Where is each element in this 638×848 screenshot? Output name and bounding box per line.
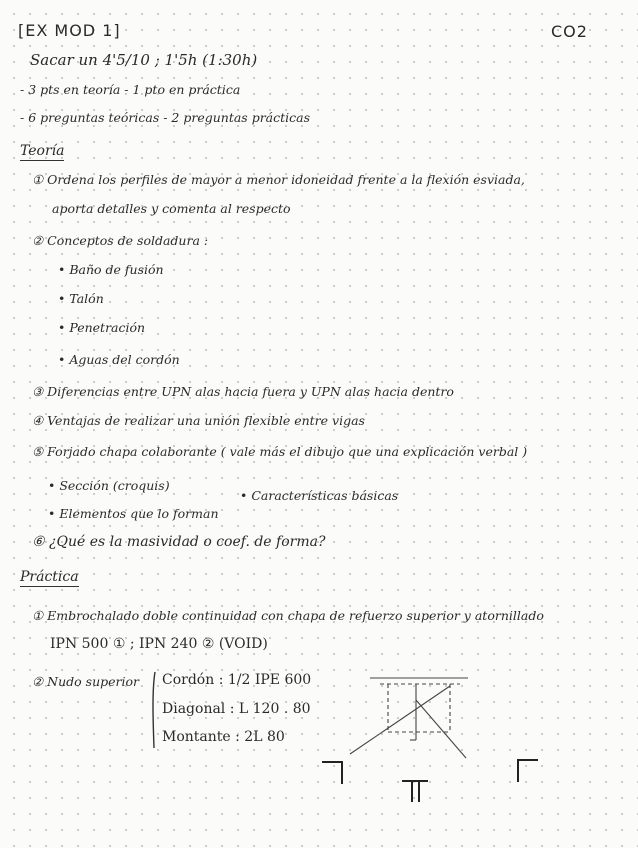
theory-q6: ⑥ ¿Qué es la masividad o coef. de forma? xyxy=(32,534,326,550)
double-angle-profile-icon xyxy=(400,778,430,804)
practice-p2-label: ② Nudo superior xyxy=(32,674,140,689)
practice-p1-line1: ① Embrochalado doble continuidad con chapa de refuerzo superior y atornillado xyxy=(32,608,544,623)
practice-p2-item-3: Montante : 2L 80 xyxy=(162,729,285,745)
theory-q2-item-4: • Aguas del cordón xyxy=(58,352,180,367)
theory-q5-side: • Características básicas xyxy=(240,488,399,503)
points-split: - 3 pts en teoría - 1 pto en práctica xyxy=(20,82,241,97)
theory-q1-line1: ① Ordena los perfiles de mayor a menor idoneidad frente a la flexión esviada, xyxy=(32,172,525,187)
exam-title: [EX MOD 1] xyxy=(18,21,121,40)
theory-q5: ⑤ Forjado chapa colaborante ( vale más el dibujo que una explicación verbal ) xyxy=(32,444,528,459)
practice-p2-item-2: Diagonal : L 120 . 80 xyxy=(162,701,311,717)
theory-q2-item-2: • Talón xyxy=(58,291,104,306)
theory-q3: ③ Diferencias entre UPN alas hacia fuera y UPN alas hacia dentro xyxy=(32,384,454,399)
theory-q4: ④ Ventajas de realizar una unión flexible entre vigas xyxy=(32,413,365,428)
truss-node-sketch xyxy=(350,670,480,760)
theory-heading: Teoría xyxy=(20,143,65,159)
theory-q2-item-3: • Penetración xyxy=(58,320,146,335)
grade-and-time: Sacar un 4'5/10 ; 1'5h (1:30h) xyxy=(30,51,258,69)
theory-q1-line2: aporta detalles y comenta al respecto xyxy=(52,201,291,216)
node-bracket xyxy=(150,670,158,750)
angle-profile-icon xyxy=(320,758,346,786)
page-code: CO2 xyxy=(551,22,588,41)
practice-p2-item-1: Cordón : 1/2 IPE 600 xyxy=(162,672,312,688)
theory-q5-item-2: • Elementos que lo forman xyxy=(48,506,219,521)
theory-q2: ② Conceptos de soldadura : xyxy=(32,233,209,248)
half-ipe-profile-icon xyxy=(514,756,540,784)
theory-q5-item-1: • Sección (croquis) xyxy=(48,478,170,493)
practice-p1-line2: IPN 500 ① ; IPN 240 ② (VOID) xyxy=(50,636,268,652)
practice-heading: Práctica xyxy=(20,569,79,585)
questions-split: - 6 preguntas teóricas - 2 preguntas prácticas xyxy=(20,110,311,125)
theory-q2-item-1: • Baño de fusión xyxy=(58,262,164,277)
